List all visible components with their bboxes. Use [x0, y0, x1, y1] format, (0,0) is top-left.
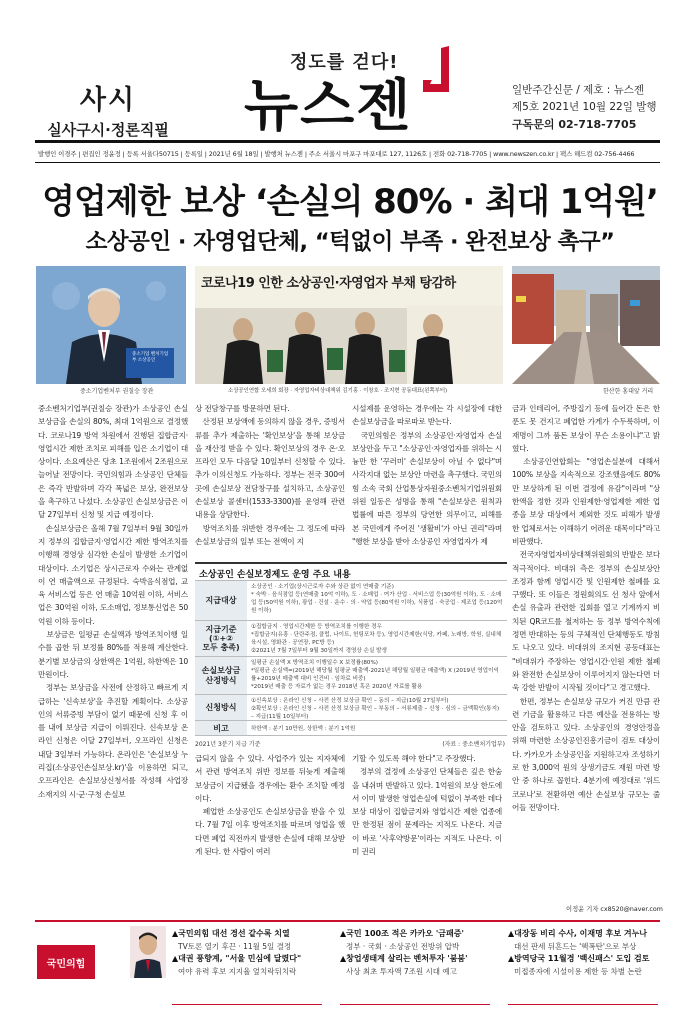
ad-summary: 미접종자에 시설이용 제한 등 차별 논란: [514, 966, 642, 976]
table-row: [195, 694, 507, 720]
candidate-photo: [130, 926, 166, 978]
byline: 이정윤 기자 cx8520@naver.com: [566, 906, 663, 913]
table-row-label: 신청방식: [195, 695, 247, 720]
ad-rule: [35, 920, 660, 922]
ad-summary: 정부 · 국회 · 소상공인 전방위 압박: [346, 941, 460, 951]
masthead-info: [512, 82, 656, 133]
slogan: 정도를 걷다!: [290, 52, 399, 73]
sub-headline: 소상공인 · 자영업단체, “턱없이 부족 · 완전보상 촉구”: [85, 229, 615, 255]
table-row: [195, 656, 507, 694]
masthead-rule: [35, 140, 660, 143]
table-row-value: 일평균 손실액 X 방역조치 이행일수 X 보정률(80%) *일평균 손실액=(2019년 해당월 일평균 매출액-2021년 해당월 일평균 매출액) X (2019년 영업이익률+2019년 매출액 대비 인건비 · 임차료 비중) *2019년 매출 등 자료가 없는 경우 2018년 혹은 2020년 자료를 활용: [251, 660, 499, 690]
podium-sign: 중소기업 벤처기업부 소상공인: [132, 352, 169, 363]
ad-column-1: [172, 928, 352, 978]
ad-headline[interactable]: ▲창업생태계 살리는 벤처투자 '붐붐': [340, 954, 468, 963]
publication-type: 일반주간신문 / 제호 : 뉴스젠: [512, 84, 644, 96]
article-column-3-continued: 기할 수 있도록 해야 한다"고 주장했다. 정부의 결정에 소상공인 단체들은 깊은 한숨을 내쉬며 반발하고 있다. 1억원의 보상 한도에서 이미 발생한 영업손실에 턱없이 부족한 데다 보상 대상이 집합금지와 영업시간 제한 업종에만 한정된 점이 문제라는 지적도 나온다. 지금이 바로 '사후약방문'이라는 지적도 나온다. 이미 권리: [352, 754, 502, 857]
ad-headline[interactable]: ▲국민 100조 적은 카카오 '금패증': [340, 929, 464, 938]
ad-summary: 여야 유력 후보 지지율 엎치락뒤치락: [178, 966, 297, 976]
table-row: [195, 720, 507, 736]
photo-street: [512, 266, 660, 384]
table-source: (자료 : 중소벤처기업부): [442, 741, 505, 748]
ad-headline[interactable]: ▲대장동 비리 수사, 이재명 후보 겨누나: [508, 929, 648, 938]
table-row-value: ①집합금지 · 영업시간제한 등 방역조치를 이행한 경우 *집합금지(유흥 · 단란주점, 클럽, 나이트, 헌팅포차 등), 영업시간제한(식당, 카페, 노래방, 학원, 실내체육시설, 영화관 · 공연장, PC방 등) ②2021년 7월 7일부터 9월 30일까지 경영상 손실 발생: [251, 624, 502, 654]
protest-banner: 코로나19 인한 소상공인·자영업자 부채 탕감하: [201, 276, 456, 291]
ad-summary: 대선 판세 뒤흔드는 '핵폭탄'으로 부상: [514, 941, 637, 951]
motto-title: 사시: [79, 85, 137, 116]
table-row-value: 소상공인 · 소기업(상시근로자 수와 상관 없이 연매출 기준) * 숙박 · 음식점업 등(연매출 10억 이하), 도 · 소매업 · 여가 산업 · 서비스업 등(30억원 이하), 도 · 소매업 등(50억원 이하), 광업 · 건설 · 운수 · 의 · 약업 등(80억원 이하), 식품업 · 숙공업 · 제조업 등(120억원 이하): [251, 584, 503, 614]
main-headline: 영업제한 보상 ‘손실의 80% · 최대 1억원’: [42, 182, 658, 222]
article-column-3: 시설제를 운영하는 경우에는 각 시설장에 대한 손실보상금을 따로따로 받는다. 국민의힘은 정부의 소상공인·자영업자 손실보상안을 두고 "소상공인·자영업자를 위하는 시늉만 한 '꾸러미' 손실보상이 아닐 수 없다"며 사각지대 없는 보상안 마련을 촉구했다. 국민의힘 소속 국회 산업통상자원중소벤처기업위원회 위원 일동은 성명을 통해 "손실보상은 원칙과 법률에 따른 정부의 당연한 의무이고, 피해를 본 국민에게 주어진 '생활비'가 아닌 권리"라며 "행한 보상을 받아 소상공인 자영업자가 제: [352, 404, 502, 546]
table-row-label: 지급대상: [195, 581, 247, 620]
photo-caption-left: 중소기업벤처부 권칠승 장관: [80, 388, 154, 395]
table-row-label: 지급기준 (①+② 모두 충족): [195, 621, 247, 656]
minister-illustration: [36, 266, 186, 384]
pubinfo-rule: [35, 162, 660, 163]
table-row-value: 하한액 : 분기 10만원, 상한액 : 분기 1억원: [251, 726, 356, 732]
compensation-table: [195, 562, 507, 747]
ad-divider: [508, 1004, 658, 1005]
party-badge: 국민의힘: [37, 945, 95, 979]
table-note: 2021년 3분기 지급 기준: [195, 741, 261, 748]
photo-caption-right: 한산한 홍대앞 거리: [603, 388, 654, 395]
photo-minister: [36, 266, 186, 384]
masthead-motto: [38, 78, 178, 140]
table-row-label: 비고: [195, 721, 247, 735]
ad-headline[interactable]: ▲방역당국 11월경 '백신패스' 도입 검토: [508, 954, 650, 963]
ad-divider: [340, 1004, 490, 1005]
table-row-label: 손실보상금 산정방식: [195, 657, 247, 694]
table-row: [195, 620, 507, 656]
issue-number: 제5호 2021년 10월 22일 발행: [512, 101, 657, 113]
table-title: 소상공인 손실보정제도 운영 주요 내용: [199, 570, 351, 580]
ad-headline[interactable]: ▲국민의힘 대선 경선 같수록 치열: [172, 929, 290, 938]
article-column-4: 금과 인테리어, 주방집기 등에 들어간 돈은 한 푼도 못 건지고 폐업한 가게가 수두룩하며, 이재명이 그까 품돈 보상이 무슨 소용이냐"고 밝혔다. 소상공인연합회는 "영업손실분에 대해서 100% 보상을 지속적으로 강조했음에도 80%만 보상하게 된 이번 결정에 유감"이라며 "상한액을 정한 것과 인원제한·영업제한 제한 업종을 보상 대상에서 제외한 것도 피해가 발생한 업체로서는 이해하기 어려운 대목이다"라고 비판했다. 전국자영업자비상대책위원회의 반발은 보다 적극적이다. 비대위 측은 정부의 손실보상안 조정과 함께 영업시간 및 인원제한 철폐를 요구했다. 또 이들은 정원회의도 선 청사 앞에서 손실 유출과 관련한 집회를 열고 기계까지 비치된 QR코드를 철저하는 등 정부 방역수칙에 정면 반대하는 등의 구체적인 단체행동도 방침도 나오고 있다. 비대위의 조지현 공동대표는 "비대위가 주장하는 영업시간·인원 제한 철폐와 완전한 손실보상이 이루어지지 않는다면 더욱 강한 반발이 시작될 것이다"고 경고했다. 한편, 정부는 손실보상 규모가 커진 만큼 관련 기금을 활용하고 다른 예산을 전용하는 방안을 검토하고 있다. 소상공인의 경영안정을 위해 마련한 소상공인진흥기금이 검토 대상이다. 카카오가 소상공인을 지원하고자 조성하기로 한 3,000억 원의 상생기금도 재원 마련 방안 중 하나로 꼽힌다. 4분기에 예정대로 '위드 코로나'로 전환하면 예산 손실보상 규모는 줄어들 전망이다.: [512, 404, 660, 812]
table-row-value: ①신속보상 : 온라인 신청 – 사전 산정 보상금 확인 – 동의 – 지급(10월 27일부터) ②확인보상 : 온라인 신청 – 사전 산정 보상금 확인 – 부동의 – 서류제출 – 신청 · 심의 – 금액확인(통지) – 지급(11월 10일부터): [251, 698, 500, 720]
publication-info: 발행인 이경주 | 편집인 정윤정 | 등록 서울다50715 | 등록일 | 2021년 6월 18일 | 발행처 뉴스젠 | 주소 서울시 마포구 마포대로 127, 1126호 | 전화 02-718-7705 | www.newszen.co.kr | 팩스 해드컴 02-756-4466: [38, 150, 635, 158]
street-illustration: [512, 266, 660, 384]
ad-column-2: [340, 928, 510, 978]
logo-mark-icon: [419, 46, 455, 98]
photo-protest: [195, 266, 503, 384]
article-column-2: 상 전담창구를 방문하면 된다. 산정된 보상액에 동의하지 않을 경우, 증빙서류를 추가 제출하는 '확인보상'을 통해 보상금을 재산정 받을 수 있다. 확인보상의 경우 온·오프라인 모두 다음달 10일부터 신청할 수 있다. 추가 이의신청도 가능하다. 정부는 전국 300여 곳에 손실보상 전담창구를 설치하고, 소상공인 손실보상 콜센터(1533-3300)를 운영해 관련 내용을 상담한다. 방역조치를 위반한 경우에는 그 정도에 따라 손실보상금의 일부 또는 전액이 지: [195, 404, 345, 546]
ad-divider: [172, 1004, 322, 1005]
article-column-2-continued: 급되지 않을 수 있다. 사업주가 있는 지자체에서 관련 방역조치 위반 정보를 뒤늦게 제출해 보상금이 지급됐을 경우에는 환수 조치할 예정이다. 폐업한 소상공인도 손실보상금을 받을 수 있다. 7월 7일 이후 방역조치를 따르며 영업을 했다면 폐업 직전까지 발생한 손실에 대해 보상받게 된다. 한 사람이 여러: [195, 754, 345, 857]
ad-headline[interactable]: ▲대권 풍향계, "서울 민심에 달렸다": [172, 954, 302, 963]
photo-caption-center: 소상공인연합 오세희 회장 · 자영업자비상대책위 김기홍 · 이창호 · 조지현 공동대표(왼쪽부터): [228, 388, 448, 394]
ad-summary: 사상 최초 투자액 7조원 시대 예고: [346, 966, 457, 976]
subscription-contact: 구독문의 02-718-7705: [512, 118, 637, 131]
table-row: [195, 580, 507, 620]
ad-summary: TV토론 열기 후끈 · 11월 5일 결정: [178, 941, 292, 951]
ad-column-3: [508, 928, 660, 978]
newspaper-logo: 뉴스젠: [244, 74, 413, 139]
article-column-1: 중소벤처기업부(권칠승 장관)가 소상공인 손실보상금을 손실의 80%, 최대 1억원으로 결정했다. 코로나19 방역 차원에서 진행된 집합금지·영업시간 제한 조치로 피해를 입은 소기업이 대상이다. 소요예산은 당초 1조원에서 2조원으로 늘어날 전망이다. 국민의힘과 소상공인 단체들은 즉각 반발하며 각각 폭넓은 보상, 완전보상을 촉구하고 나섰다. 소상공인 손실보상금은 이달 27일부터 신청 및 지급 예정이다. 손실보상금은 올해 7월 7일부터 9월 30일까지 정부의 집합금지·영업시간 제한 방역조치를 이행해 경영상 심각한 손실이 발생한 소기업이 대상이다. 소기업은 상시근로자 수와는 관계없이 연 매출액으로 규정된다. 숙박음식점업, 교육 서비스업 등은 연 매출 10억원 이하, 서비스업은 30억원 이하, 도소매업, 정보통신업은 50억원 이하 등이다. 보상금은 일평균 손실액과 방역조치이행 일수를 곱한 뒤 보정률 80%를 적용해 계산한다. 분기별 보상금의 상한액은 1억원, 하한액은 10만원이다. 정부는 보상금을 사전에 산정하고 빠르게 지급하는 '신속보상'을 추진할 계획이다. 소상공인의 서류증빙 부담이 없기 때문에 신청 후 이를 내에 보상금 지급이 이뤄진다. 신속보상 온라인 신청은 이달 27일부터, 오프라인 신청은 내달 3일부터 가능하다. 온라인은 '손실보상 누리집(소상공인손실보상.kr)'을 이용하면 되고, 오프라인은 손실보상신청서를 작성해 사업장 소재지의 시·군·구청 손실보: [38, 404, 188, 799]
motto-subtitle: 실사구시·정론직필: [47, 121, 169, 139]
